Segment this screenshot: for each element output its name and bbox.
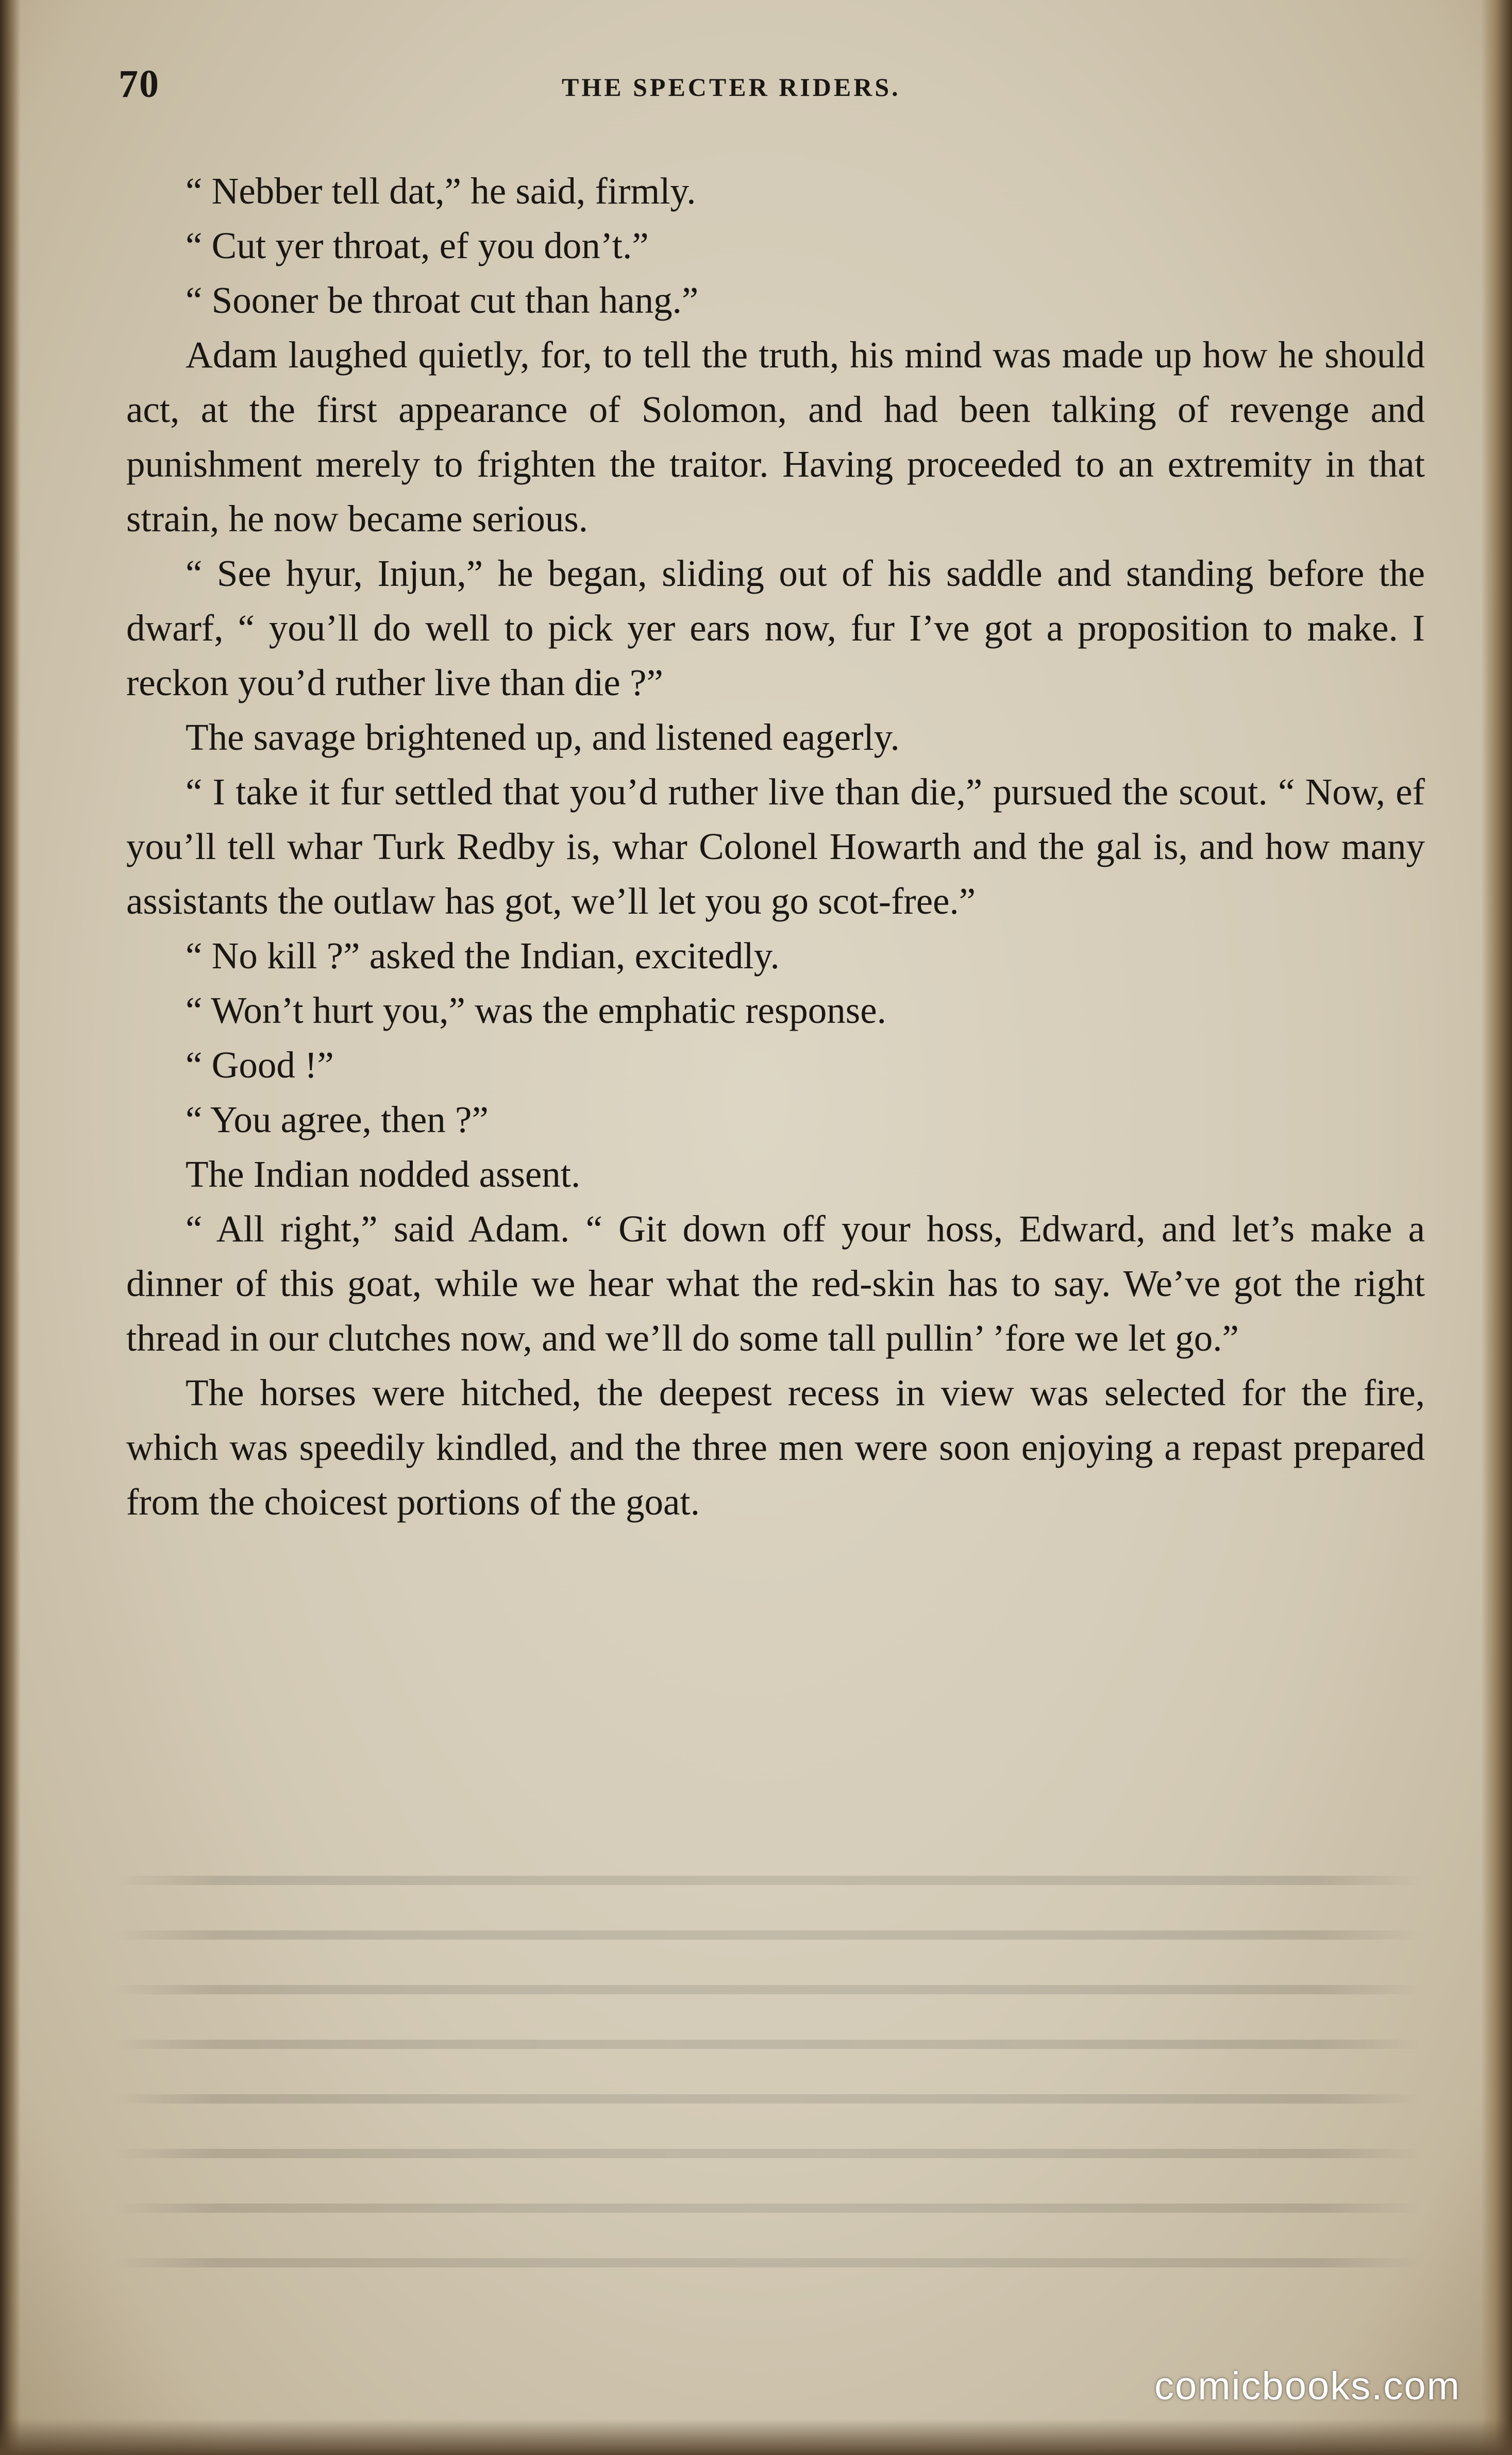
paragraph: “ All right,” said Adam. “ Git down off your hoss, Edward, and let’s make a dinner of this goat, while we hear what the red-skin has to say. We’ve got the right thread in our clutches now, and we’ll do some tall pullin’ ’fore we let go.” [126, 1208, 1425, 1359]
paragraph: “ See hyur, Injun,” he began, sliding out of his saddle and standing before the dwarf, “ you’ll do well to pick yer ears now, fur I’ve got a proposition to make. I reckon you’d ruther live than die ?” [126, 552, 1425, 703]
paragraph: “ Nebber tell dat,” he said, firmly. [186, 170, 696, 212]
page-number: 70 [119, 62, 160, 106]
paragraph: “ Sooner be throat cut than hang.” [186, 279, 699, 321]
paragraph: “ You agree, then ?” [186, 1099, 489, 1140]
watermark: comicbooks.com [1154, 2364, 1460, 2408]
paragraph: “ Won’t hurt you,” was the emphatic response. [186, 989, 886, 1031]
show-through-text [113, 1876, 1422, 2340]
page-edge-left [0, 0, 21, 2455]
body-text [126, 164, 1425, 1529]
paragraph: The horses were hitched, the deepest recess in view was selected for the fire, which was speedily kindled, and the three men were soon enjoying a repast prepared from the choicest portions of the goat. [126, 1372, 1425, 1523]
running-head: THE SPECTER RIDERS. [562, 73, 901, 102]
paragraph: Adam laughed quietly, for, to tell the truth, his mind was made up how he should act, at the first appearance of Solomon, and had been talking of revenge and punishment merely to frighten the traitor. Having proceeded to an extremity in that strain, he now became serious. [126, 334, 1425, 540]
paragraph: The Indian nodded assent. [186, 1153, 581, 1195]
page-edge-bottom [0, 2419, 1512, 2455]
page-edge-right [1481, 0, 1512, 2455]
paragraph: “ I take it fur settled that you’d ruther live than die,” pursued the scout. “ Now, ef you’ll tell whar Turk Redby is, whar Colonel Howarth and the gal is, and how many assistants the outlaw has got, we’ll let you go scot-free.” [126, 771, 1425, 922]
paragraph: “ Good !” [186, 1044, 334, 1086]
paragraph: The savage brightened up, and listened eagerly. [186, 716, 900, 758]
paragraph: “ No kill ?” asked the Indian, excitedly. [186, 935, 780, 977]
page-header [119, 62, 1438, 119]
paragraph: “ Cut yer throat, ef you don’t.” [186, 225, 649, 266]
